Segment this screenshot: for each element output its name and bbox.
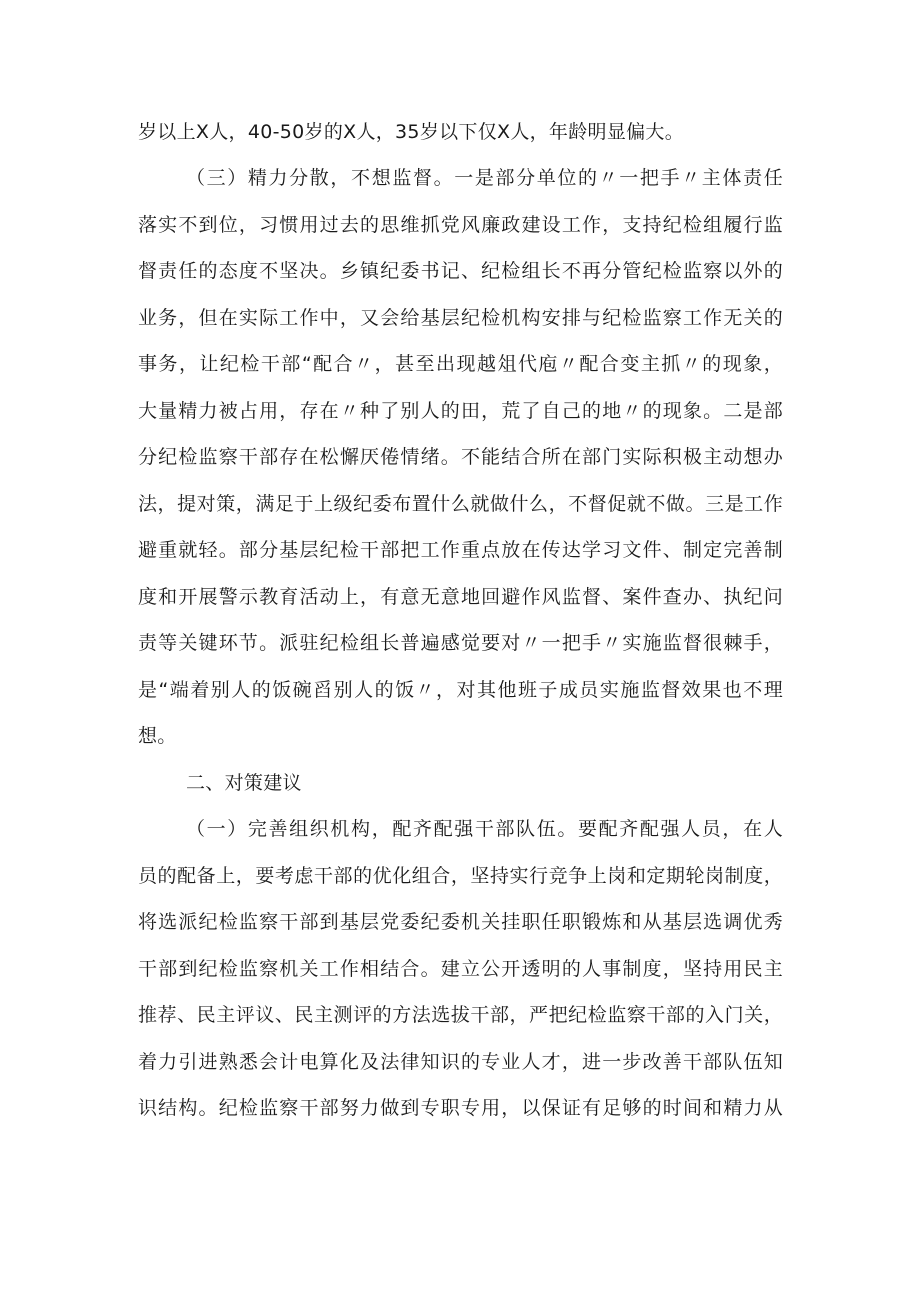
text-line: 避重就轻。部分基层纪检干部把工作重点放在传达学习文件、制定完善制	[138, 539, 783, 561]
text-line: 着力引进熟悉会计电算化及法律知识的专业人才，进一步改善干部队伍知	[138, 1051, 783, 1073]
text-line: 想。	[138, 725, 177, 747]
text-line: 是“端着别人的饭碗舀别人的饭〃，对其他班子成员实施监督效果也不理	[138, 679, 783, 701]
text-line: 岁以上X人，40-50岁的X人，35岁以下仅X人，年龄明显偏大。	[138, 121, 685, 143]
section-heading: 二、对策建议	[186, 772, 302, 794]
text-line: 法，提对策，满足于上级纪委布置什么就做什么，不督促就不做。三是工作	[138, 493, 783, 515]
text-line: 度和开展警示教育活动上，有意无意地回避作风监督、案件查办、执纪问	[138, 586, 783, 608]
text-line: 分纪检监察干部存在松懈厌倦情绪。不能结合所在部门实际积极主动想办	[138, 446, 783, 468]
text-line: 事务，让纪检干部“配合〃，甚至出现越俎代庖〃配合变主抓〃的现象，	[138, 353, 783, 375]
text-line: 员的配备上，要考虑干部的优化组合，坚持实行竞争上岗和定期轮岗制度，	[138, 865, 783, 887]
text-line: 干部到纪检监察机关工作相结合。建立公开透明的人事制度，坚持用民主	[138, 958, 783, 980]
text-line: 业务，但在实际工作中，又会给基层纪检机构安排与纪检监察工作无关的	[138, 307, 783, 329]
text-line: 识结构。纪检监察干部努力做到专职专用，以保证有足够的时间和精力从	[138, 1097, 783, 1119]
text-line: 大量精力被占用，存在〃种了别人的田，荒了自己的地〃的现象。二是部	[138, 400, 783, 422]
text-line: 推荐、民主评议、民主测评的方法选拔干部，严把纪检监察干部的入门关，	[138, 1004, 783, 1026]
paragraph-heading-line: （三）精力分散，不想监督。一是部分单位的〃一把手〃主体责任	[186, 167, 783, 189]
text-line: 将选派纪检监察干部到基层党委纪委机关挂职任职锻炼和从基层选调优秀	[138, 911, 783, 933]
text-line: 落实不到位，习惯用过去的思维抓党风廉政建设工作，支持纪检组履行监	[138, 214, 783, 236]
paragraph-heading-line: （一）完善组织机构，配齐配强干部队伍。要配齐配强人员，在人	[186, 818, 783, 840]
text-line: 督责任的态度不坚决。乡镇纪委书记、纪检组长不再分管纪检监察以外的	[138, 260, 783, 282]
text-line: 责等关键环节。派驻纪检组长普遍感觉要对〃一把手〃实施监督很棘手，	[138, 632, 783, 654]
